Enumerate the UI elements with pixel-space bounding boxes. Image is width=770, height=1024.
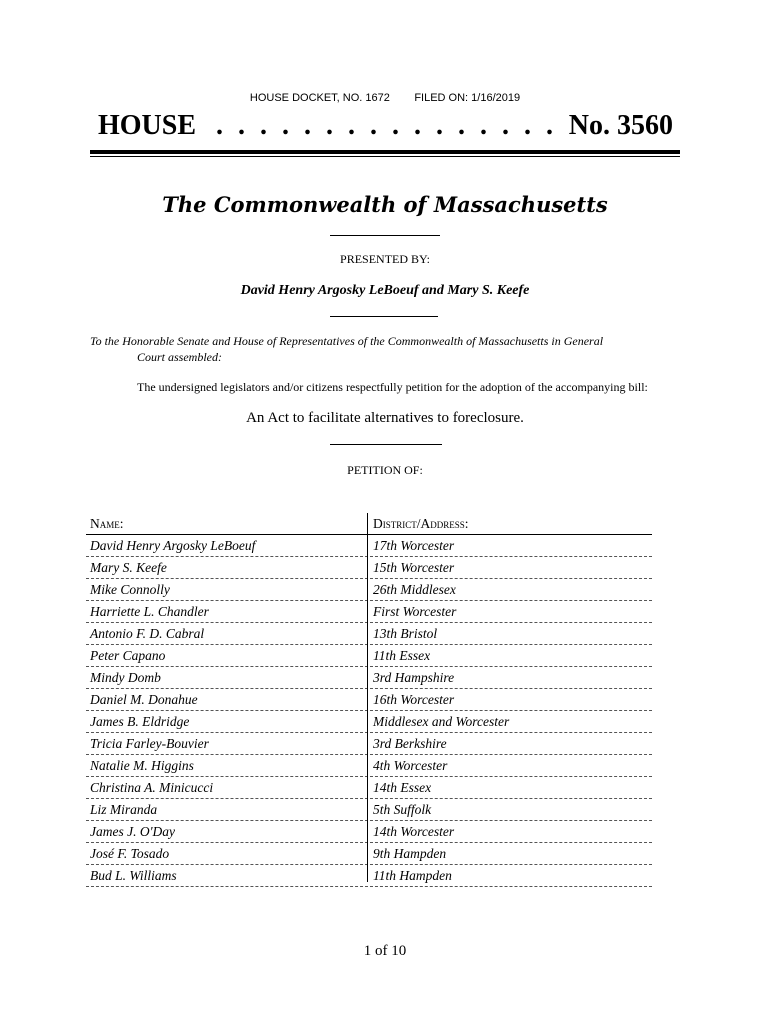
docket-line: HOUSE DOCKET, NO. 1672 FILED ON: 1/16/2019	[249, 92, 521, 104]
table-row	[86, 755, 652, 777]
table-row	[86, 623, 652, 645]
title-divider	[330, 235, 440, 236]
petitioner-name: Mindy Domb	[90, 670, 161, 685]
petitioner-district: 11th Essex	[373, 648, 431, 663]
petitioner-district: 17th Worcester	[373, 538, 455, 553]
petitioner-district: 13th Bristol	[373, 626, 438, 641]
petitioner-name: David Henry Argosky LeBoeuf	[90, 538, 256, 553]
petitioner-district: 11th Hampden	[373, 868, 452, 883]
petitioner-district: 3rd Hampshire	[373, 670, 455, 685]
table-row	[86, 689, 652, 711]
address-paragraph	[90, 333, 650, 365]
thick-rule	[90, 150, 680, 154]
table-row	[86, 601, 652, 623]
act-divider	[330, 444, 442, 445]
address-line-2: Court assembled:	[137, 350, 222, 364]
petitioner-district: 14th Essex	[373, 780, 432, 795]
petitioner-district: 26th Middlesex	[373, 582, 456, 597]
table-header-row	[86, 513, 652, 535]
petitioner-district: First Worcester	[373, 604, 457, 619]
petitioner-name: José F. Tosado	[90, 846, 170, 861]
presented-by-label: PRESENTED BY:	[340, 252, 430, 266]
house-bill-heading	[98, 110, 673, 150]
bill-number: No. 3560	[568, 110, 673, 141]
petitioner-name: Mary S. Keefe	[90, 560, 167, 575]
petitioner-district: 4th Worcester	[373, 758, 448, 773]
petitioner-name: Bud L. Williams	[90, 868, 177, 883]
petitioners-table	[86, 513, 652, 887]
table-row	[86, 711, 652, 733]
address-line-1: To the Honorable Senate and House of Representatives of the Commonwealth of Massachusetts in General	[90, 334, 604, 348]
column-header-district: District/Address:	[373, 516, 469, 531]
table-row	[86, 579, 652, 601]
column-divider	[367, 513, 368, 882]
sponsors: David Henry Argosky LeBoeuf and Mary S. Keefe	[240, 283, 530, 298]
table-row	[86, 799, 652, 821]
petitioner-name: Liz Miranda	[90, 802, 158, 817]
petitioner-district: 16th Worcester	[373, 692, 455, 707]
table-row	[86, 865, 652, 887]
petitioner-district: 5th Suffolk	[373, 802, 432, 817]
petitioner-name: Harriette L. Chandler	[90, 604, 209, 619]
column-header-name: Name:	[90, 516, 124, 531]
petitioner-name: Tricia Farley-Bouvier	[90, 736, 209, 751]
table-row	[86, 645, 652, 667]
leader-dots: . . . . . . . . . . . . . . . .	[216, 110, 557, 141]
petitioner-district: Middlesex and Worcester	[373, 714, 510, 729]
commonwealth-title: The Commonwealth of Massachusetts	[162, 192, 608, 217]
table-row	[86, 843, 652, 865]
petitioner-district: 14th Worcester	[373, 824, 455, 839]
page-number: 1 of 10	[363, 943, 407, 959]
petitioner-name: Mike Connolly	[90, 582, 170, 597]
petitioner-name: James J. O'Day	[90, 824, 175, 839]
petitioner-name: Christina A. Minicucci	[90, 780, 214, 795]
sponsors-divider	[330, 316, 438, 317]
house-label: HOUSE	[98, 110, 197, 141]
table-row	[86, 535, 652, 557]
petitioner-district: 15th Worcester	[373, 560, 455, 575]
table-row	[86, 667, 652, 689]
table-row	[86, 557, 652, 579]
table-row	[86, 821, 652, 843]
act-title: An Act to facilitate alternatives to foreclosure.	[246, 410, 524, 426]
petitioner-name: Peter Capano	[90, 648, 166, 663]
table-row	[86, 733, 652, 755]
thin-rule	[90, 156, 680, 157]
petitioner-name: Antonio F. D. Cabral	[90, 626, 205, 641]
undersigned-statement: The undersigned legislators and/or citizens respectfully petition for the adoption of the accompanying bill:	[137, 380, 648, 394]
table-row	[86, 777, 652, 799]
petitioner-name: James B. Eldridge	[90, 714, 190, 729]
petitioner-district: 3rd Berkshire	[373, 736, 447, 751]
petitioner-name: Natalie M. Higgins	[90, 758, 194, 773]
petitioner-district: 9th Hampden	[373, 846, 447, 861]
petitioner-name: Daniel M. Donahue	[90, 692, 198, 707]
petition-of-label: PETITION OF:	[347, 463, 423, 477]
